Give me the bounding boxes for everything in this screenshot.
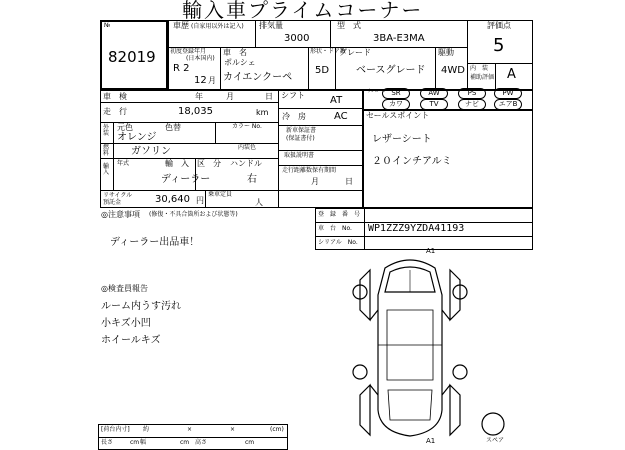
color-change-label: 色替 (165, 123, 181, 132)
spare-tire-diagram (478, 410, 508, 440)
inspection-label: 車 検 (103, 92, 127, 101)
drive-value: 4WD (441, 65, 465, 76)
inspector-item-1: ルーム内うす汚れ (101, 301, 181, 312)
mileage-label: 走 行 (103, 107, 127, 116)
import-label: 輸入 (103, 163, 110, 176)
sales-point-2: ２０インチアルミ (372, 156, 452, 167)
orig-color-label: 元色 (117, 123, 133, 132)
cargo-label: [荷台内寸] (101, 426, 130, 433)
reg-month-unit: 月 (208, 76, 216, 85)
notes-sublabel: (修復・不具合箇所および状態等) (149, 211, 238, 218)
warranty-sublabel: (保証書付) (286, 135, 315, 142)
fuel-value: ガソリン (131, 146, 171, 157)
inspector-label: ◎検査員報告 (101, 284, 148, 293)
mileage-period-label: 走行距離数保有期間 (282, 167, 337, 174)
model-value: 3BA-E3MA (373, 33, 425, 44)
equipment-aw: AW (420, 88, 448, 99)
color-value: オレンジ (117, 132, 157, 143)
inspection-year-label: 年 (195, 92, 203, 101)
manual-label: 取扱説明書 (284, 152, 315, 159)
cargo-height-label: 高さ (195, 439, 208, 446)
mileage-unit: km (256, 108, 269, 117)
inspector-item-2: 小キズ小凹 (101, 318, 151, 329)
shift-label: シフト (281, 91, 305, 100)
reg-month: 12 (194, 75, 207, 86)
cargo-unit: (cm) (270, 426, 284, 433)
equipment-sr: SR (382, 88, 410, 99)
equipment-leather: カワ (382, 99, 410, 110)
mileage-value: 18,035 (178, 106, 213, 117)
grade-value: ベースグレード (356, 65, 426, 76)
handle-value: 右 (247, 174, 257, 185)
drive-label: 駆動 (438, 48, 454, 57)
rear-damage-mark: A1 (426, 437, 436, 445)
cargo-approx: 約 (143, 426, 150, 433)
equipment-tv: TV (420, 99, 448, 110)
first-reg-sublabel: (日本国内) (186, 55, 215, 62)
reg-number-label: 登 録 番 号 (318, 211, 361, 218)
reg-era: R 2 (173, 63, 190, 74)
mileage-period-day: 日 (345, 177, 353, 186)
import-year-label: 年式 (117, 160, 130, 167)
displacement-value: 3000 (284, 33, 310, 44)
cargo-width-label: 幅 (140, 439, 147, 446)
first-reg-label: 初度登録年月 (170, 48, 207, 55)
equipment-airbag: エアB (494, 99, 522, 110)
sunroof-caption: サンルーフ (367, 88, 387, 93)
car-name-value: カイエンクーペ (223, 72, 293, 83)
ac-value: AC (334, 111, 348, 122)
cargo-height-cm: cm (245, 439, 255, 446)
vin-value: WP1ZZZ9YZDA41193 (368, 223, 465, 234)
interior-sublabel: 補助評価 (470, 74, 495, 81)
front-damage-mark: A1 (426, 247, 436, 255)
history-sublabel: (自家用以外は記入) (191, 23, 244, 30)
sales-point-1: レザーシート (372, 134, 432, 145)
shift-value: AT (330, 95, 343, 106)
cargo-length-cm: cm (130, 439, 140, 446)
notes-label: ◎注意事項 (101, 210, 140, 219)
capacity-label: 乗車定員 (208, 191, 233, 198)
equipment-navi: ナビ (458, 99, 486, 110)
interior-label: 内 装 (470, 65, 489, 72)
lot-number: 82019 (108, 48, 156, 66)
warranty-label: 新車保証書 (286, 127, 317, 134)
car-damage-diagram (340, 247, 480, 450)
fuel-label: 燃料 (103, 144, 110, 157)
recycle-sublabel: 預託金 (103, 199, 122, 206)
color-no-caption: カラー No. (232, 123, 262, 130)
score-value: 5 (493, 35, 505, 56)
inspection-day-label: 日 (265, 92, 273, 101)
import-class-label: 輸 入 区 分 (165, 159, 221, 168)
exterior-label: 外装 (103, 124, 110, 137)
equipment-pw: PW (494, 88, 522, 99)
history-label: 車歴 (173, 21, 189, 30)
lot-number-box (100, 20, 168, 90)
import-class-value: ディーラー (161, 174, 211, 185)
displacement-label: 排気量 (259, 21, 283, 30)
sales-points-label: セールスポイント (366, 111, 430, 120)
equipment-ps: PS (458, 88, 486, 99)
doors-label: 形状・ドア数 (310, 48, 346, 55)
cargo-times-2: × (230, 426, 236, 433)
model-label: 型 式 (337, 21, 361, 30)
interior-value: A (507, 67, 516, 82)
spare-label: スペア (486, 437, 505, 444)
ac-label: 冷 房 (282, 112, 306, 121)
inspector-item-3: ホイールキズ (101, 335, 161, 346)
recycle-label: リサイクル (103, 192, 133, 199)
sheet-title: 輸入車プライムコーナー (182, 0, 424, 22)
interior-color-label: 内装色 (238, 144, 257, 151)
mileage-period-month: 月 (311, 177, 319, 186)
cargo-width-cm: cm (180, 439, 190, 446)
capacity-unit: 人 (255, 198, 263, 207)
score-label: 評価点 (487, 21, 511, 30)
lot-label: № (104, 22, 111, 29)
notes-text: ディーラー出品車！ (110, 237, 200, 248)
doors-value: 5D (315, 65, 330, 76)
handle-label: ハンドル (230, 159, 262, 168)
chassis-number-label: 車 台 No. (318, 225, 352, 232)
grade-label: グレード (339, 48, 371, 57)
maker-value: ポルシェ (224, 58, 256, 67)
car-name-label: 車 名 (223, 48, 247, 57)
cargo-times-1: × (187, 426, 193, 433)
cargo-length-label: 長さ (101, 439, 114, 446)
recycle-value: 30,640 (155, 194, 190, 205)
inspection-month-label: 月 (226, 92, 234, 101)
serial-number-label: シリアル No. (318, 239, 358, 246)
recycle-unit: 円 (196, 196, 204, 205)
